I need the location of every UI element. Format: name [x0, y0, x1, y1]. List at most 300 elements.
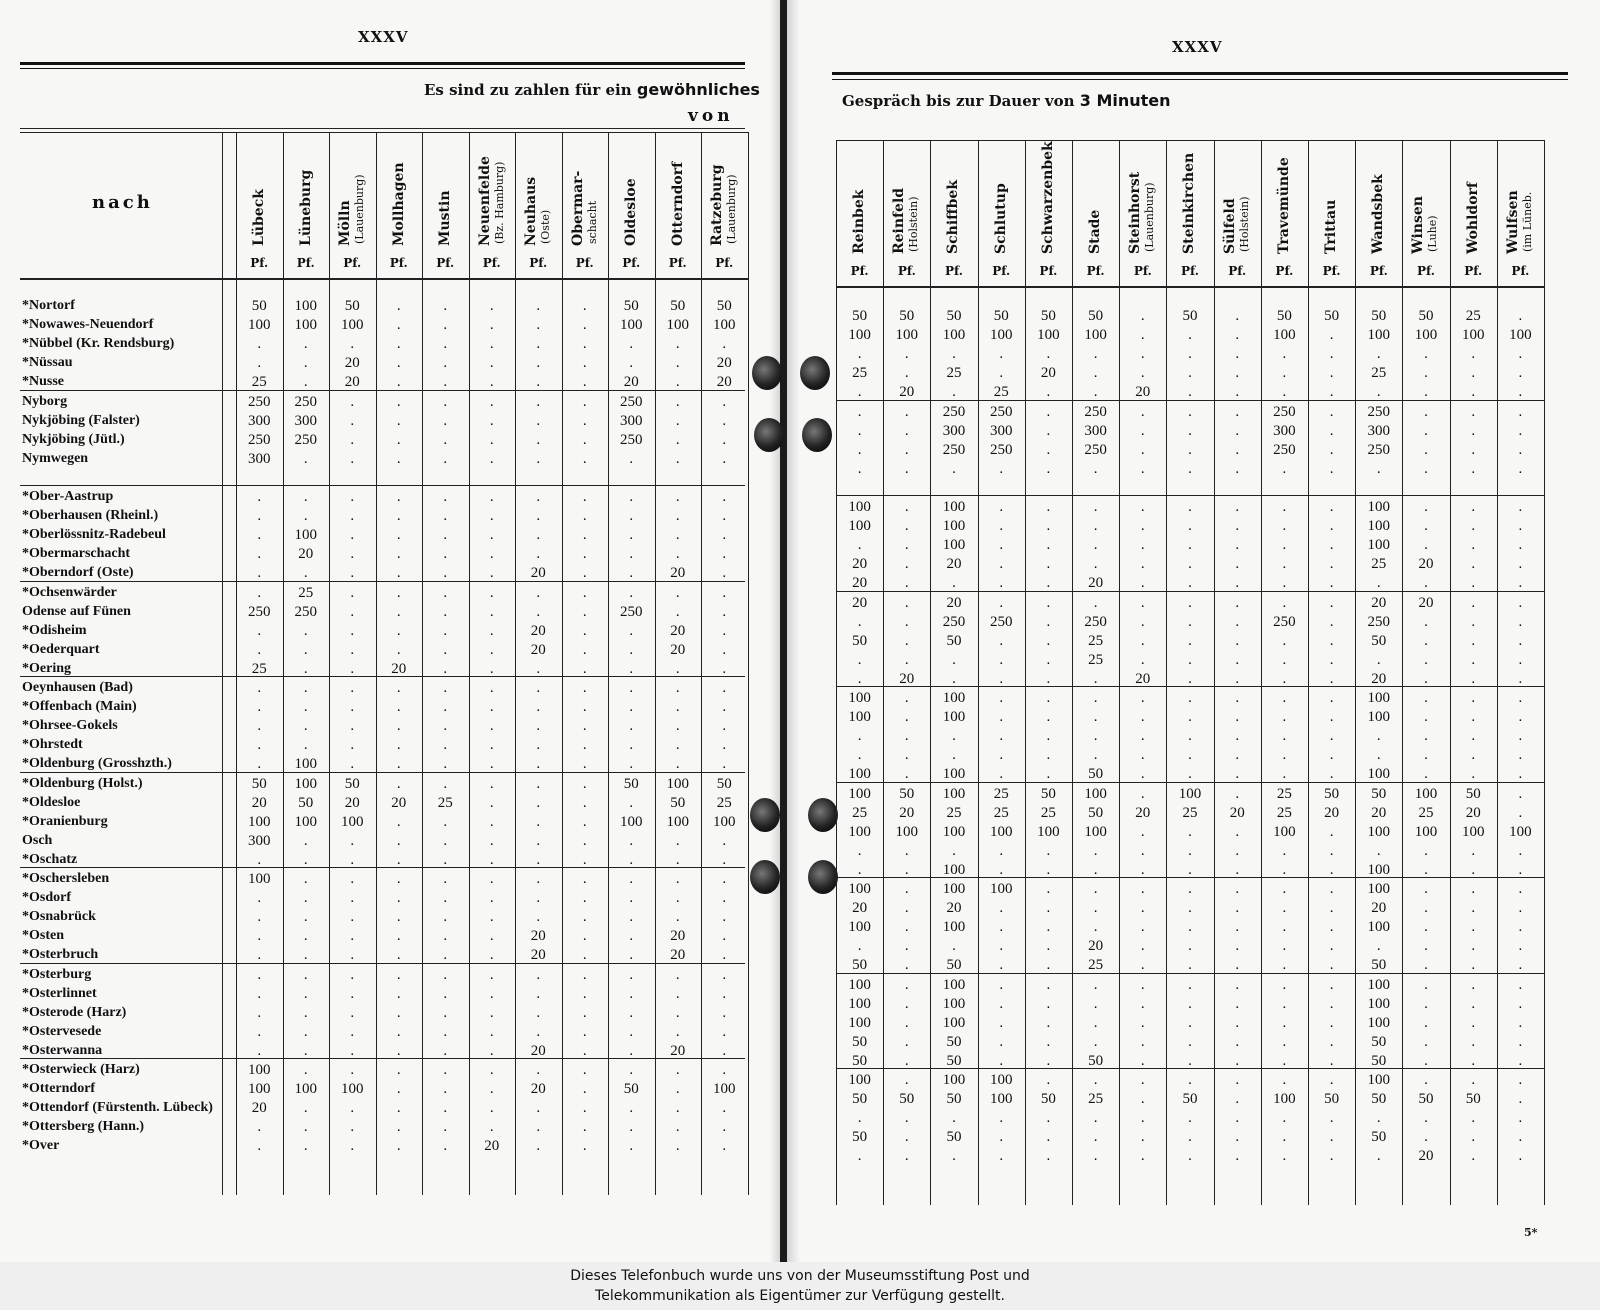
- rate-value: 100: [1367, 919, 1391, 936]
- rate-value: .: [396, 1042, 401, 1059]
- rate-value: 25: [946, 365, 962, 382]
- rate-value: .: [350, 1042, 355, 1059]
- rate-value: .: [1282, 518, 1287, 535]
- column-header-name: Schlutup: [992, 183, 1009, 254]
- rate-value: .: [1518, 308, 1523, 324]
- rate-value: .: [904, 632, 909, 649]
- rate-value: .: [1046, 1148, 1051, 1165]
- column-header-sub: (Lauenburg): [353, 174, 366, 244]
- rate-value: .: [536, 412, 541, 429]
- rate-value: .: [1329, 728, 1334, 745]
- rate-value: .: [1424, 881, 1428, 897]
- rate-value: .: [489, 431, 494, 448]
- rate-value: 100: [713, 1081, 736, 1098]
- rate-value: .: [396, 1004, 401, 1021]
- rate-value: 100: [1367, 518, 1391, 535]
- rate-value: .: [1046, 632, 1051, 649]
- rate-value: .: [1329, 900, 1334, 917]
- rate-value: .: [999, 995, 1004, 1012]
- rate-value: .: [629, 851, 634, 868]
- rate-value: .: [257, 565, 262, 582]
- rate-value: .: [350, 756, 355, 773]
- rate-value: .: [396, 775, 401, 792]
- rate-value: .: [582, 508, 587, 525]
- rate-value: 100: [942, 1072, 966, 1088]
- rate-value: .: [1518, 499, 1523, 515]
- rate-value: 20: [899, 804, 915, 821]
- column-header-sub: (Holstein): [1237, 196, 1251, 252]
- rate-value: .: [722, 871, 727, 887]
- rate-value: 20: [1040, 365, 1056, 382]
- left-header-line2: von: [688, 106, 734, 126]
- rate-value: 250: [620, 431, 643, 448]
- rate-value: 20: [670, 565, 686, 582]
- rate-value: .: [489, 527, 494, 544]
- rate-value: .: [1471, 365, 1476, 382]
- rate-value: 50: [1324, 1091, 1340, 1108]
- rate-value: .: [536, 450, 541, 467]
- rate-value: 20: [670, 622, 686, 639]
- rate-value: .: [1282, 900, 1287, 917]
- rate-value: .: [1188, 422, 1192, 439]
- rate-value: .: [904, 1129, 909, 1146]
- rate-value: .: [1518, 670, 1523, 687]
- rate-value: .: [857, 403, 862, 420]
- rate-value: .: [1140, 728, 1145, 745]
- rate-value: .: [1235, 747, 1240, 764]
- rate-value: 50: [1088, 804, 1104, 821]
- table-top-rule: [20, 128, 745, 129]
- rate-value: .: [1093, 1072, 1098, 1088]
- place-name: *Ochsenwärder: [22, 584, 117, 600]
- rate-value: 50: [670, 794, 686, 811]
- column-header-l-4: [437, 190, 453, 246]
- rate-value: .: [257, 699, 262, 716]
- rate-value: .: [443, 1081, 448, 1098]
- rate-value: .: [1235, 403, 1240, 420]
- rate-value: .: [1424, 1110, 1428, 1127]
- rate-value: .: [257, 756, 262, 773]
- rate-value: .: [999, 900, 1004, 917]
- rate-value: 20: [344, 794, 360, 811]
- column-header-l-9: [670, 162, 686, 246]
- rate-value: .: [1282, 1033, 1287, 1050]
- rate-value: .: [722, 450, 727, 467]
- unit-label: Pf.: [850, 264, 869, 278]
- unit-label: Pf.: [897, 264, 916, 278]
- rate-value: .: [999, 709, 1004, 726]
- rate-value: 100: [1414, 823, 1438, 840]
- rate-value: .: [952, 747, 956, 764]
- rate-value: .: [1140, 1052, 1145, 1069]
- rate-value: 50: [344, 775, 360, 792]
- rate-value: .: [582, 393, 587, 410]
- rate-value: .: [443, 622, 448, 639]
- rate-value: 100: [1178, 785, 1202, 802]
- rate-value: .: [350, 622, 355, 639]
- rate-value: 100: [895, 823, 919, 840]
- rate-value: .: [396, 450, 401, 467]
- rate-value: .: [904, 919, 909, 936]
- rate-value: .: [1188, 1110, 1192, 1127]
- rate-value: .: [1235, 1129, 1240, 1146]
- rate-value: .: [489, 1062, 494, 1078]
- rate-value: .: [675, 966, 680, 983]
- rate-value: .: [1140, 346, 1145, 363]
- header-rule: [20, 62, 745, 65]
- rate-value: .: [536, 680, 541, 696]
- rate-value: 20: [670, 1042, 686, 1059]
- rate-value: .: [396, 756, 401, 773]
- rate-value: .: [675, 584, 680, 601]
- rate-value: .: [999, 690, 1004, 706]
- rate-value: 100: [294, 756, 317, 773]
- rate-value: .: [675, 1119, 680, 1136]
- rate-value: .: [396, 966, 401, 983]
- rate-value: .: [1282, 1052, 1287, 1069]
- rate-value: .: [1140, 518, 1145, 535]
- rate-value: .: [1424, 728, 1428, 745]
- rate-value: .: [443, 1023, 448, 1040]
- rate-value: .: [582, 298, 587, 314]
- column-header-r-12: [1410, 196, 1439, 254]
- rate-value: .: [350, 985, 355, 1002]
- rate-value: .: [1518, 995, 1523, 1012]
- rate-value: .: [1329, 842, 1334, 859]
- rate-value: .: [999, 460, 1004, 477]
- rate-value: .: [1188, 556, 1192, 573]
- rate-value: .: [675, 1004, 680, 1021]
- rate-value: .: [303, 622, 308, 639]
- rate-value: 100: [248, 813, 271, 830]
- unit-label: Pf.: [436, 256, 455, 270]
- rate-value: .: [489, 832, 494, 849]
- punch-hole: [800, 356, 830, 390]
- rate-value: .: [1518, 919, 1523, 936]
- rate-value: .: [1140, 422, 1145, 439]
- rate-value: .: [904, 1110, 909, 1127]
- rate-value: 50: [1040, 1091, 1056, 1108]
- rate-value: 50: [852, 632, 868, 649]
- rate-value: 300: [989, 422, 1013, 439]
- column-header-sub: (im Lüneb.: [1520, 191, 1534, 252]
- rate-value: .: [1471, 403, 1476, 420]
- rate-value: .: [396, 737, 401, 754]
- rate-value: .: [1235, 1091, 1240, 1108]
- rate-value: 100: [1461, 823, 1485, 840]
- rate-value: 250: [1273, 441, 1296, 458]
- rate-value: .: [1471, 1014, 1476, 1031]
- rate-value: 100: [848, 919, 871, 936]
- rate-value: .: [999, 537, 1004, 554]
- rate-value: 50: [1371, 1129, 1387, 1146]
- rate-value: 50: [716, 298, 732, 314]
- rate-value: .: [1235, 651, 1240, 668]
- rate-value: .: [1518, 842, 1523, 859]
- rate-value: .: [1424, 346, 1428, 363]
- column-header-l-3: [391, 162, 407, 246]
- column-header-name: Oldesloe: [623, 178, 639, 246]
- rate-value: .: [443, 355, 448, 372]
- rate-value: .: [1329, 613, 1334, 630]
- rate-value: .: [443, 336, 448, 353]
- rate-value: .: [1093, 556, 1098, 573]
- rate-value: .: [1329, 1014, 1334, 1031]
- column-header-name: Schwarzenbek: [1039, 141, 1056, 254]
- rate-value: .: [722, 718, 727, 735]
- rate-value: 50: [298, 794, 314, 811]
- rate-value: .: [1329, 1052, 1334, 1069]
- rate-value: 100: [294, 527, 317, 544]
- rate-value: .: [582, 622, 587, 639]
- place-name: Nykjöbing (Falster): [22, 412, 140, 428]
- rate-value: .: [857, 1148, 862, 1165]
- rate-value: .: [1282, 384, 1287, 401]
- rate-value: .: [1235, 441, 1240, 458]
- rate-value: 100: [989, 1091, 1013, 1108]
- rate-value: .: [582, 756, 587, 773]
- rate-value: .: [257, 527, 262, 544]
- rate-value: .: [1140, 747, 1145, 764]
- rate-value: .: [303, 737, 308, 754]
- column-header-r-6: [1127, 172, 1156, 254]
- rate-value: .: [350, 928, 355, 945]
- rate-value: .: [1140, 575, 1145, 592]
- rate-value: .: [1329, 346, 1334, 363]
- rate-value: .: [489, 794, 494, 811]
- rate-value: .: [675, 1138, 680, 1155]
- rate-value: .: [1424, 861, 1428, 878]
- rate-value: .: [1518, 594, 1523, 611]
- rate-value: .: [396, 1100, 401, 1117]
- rate-value: 20: [1418, 594, 1434, 611]
- rate-value: .: [1046, 460, 1051, 477]
- rate-value: .: [1518, 537, 1523, 554]
- rate-value: .: [904, 460, 909, 477]
- rate-value: .: [443, 412, 448, 429]
- rate-value: .: [722, 947, 727, 964]
- rate-value: .: [303, 1100, 308, 1117]
- rate-value: 20: [670, 947, 686, 964]
- rate-value: .: [536, 813, 541, 830]
- rate-value: .: [629, 737, 634, 754]
- column-header-r-10: [1323, 200, 1339, 254]
- rate-value: .: [904, 709, 909, 726]
- rate-value: .: [489, 928, 494, 945]
- rate-value: .: [257, 508, 262, 525]
- rate-value: .: [1046, 537, 1051, 554]
- rate-value: .: [1188, 919, 1192, 936]
- rate-value: .: [904, 728, 909, 745]
- rate-value: .: [582, 909, 587, 926]
- rate-value: .: [1329, 861, 1334, 878]
- rate-value: .: [1329, 460, 1334, 477]
- place-name: *Nüssau: [22, 355, 73, 371]
- place-name: *Ottersberg (Hann.): [22, 1119, 145, 1135]
- rate-value: 100: [942, 785, 966, 802]
- rate-value: 50: [1088, 1052, 1104, 1069]
- rate-value: .: [396, 565, 401, 582]
- unit-label: Pf.: [668, 256, 687, 270]
- unit-label: Pf.: [1464, 264, 1483, 278]
- rate-value: .: [1329, 1110, 1334, 1127]
- rate-value: .: [1518, 1052, 1523, 1069]
- punch-hole: [750, 798, 780, 832]
- rate-value: .: [303, 565, 308, 582]
- rate-value: .: [999, 1129, 1004, 1146]
- rate-value: .: [350, 489, 355, 505]
- rate-value: 100: [713, 813, 736, 830]
- column-header-r-5: [1087, 210, 1103, 254]
- place-name: *Osterlinnet: [22, 985, 97, 1001]
- rate-value: .: [1282, 1148, 1287, 1165]
- rate-value: 25: [251, 374, 267, 391]
- rate-value: .: [257, 1138, 262, 1155]
- place-name: *Oldesloe: [22, 794, 81, 810]
- rate-value: 50: [1371, 632, 1387, 649]
- rate-value: 50: [623, 775, 639, 792]
- rate-value: 50: [1371, 785, 1387, 802]
- rate-value: .: [303, 336, 308, 353]
- rate-value: .: [1046, 613, 1051, 630]
- column-divider: [748, 132, 749, 1195]
- rate-value: .: [1329, 1033, 1334, 1050]
- rate-value: 250: [1273, 403, 1296, 420]
- header-rule: [832, 72, 1568, 75]
- rate-value: .: [1093, 709, 1098, 726]
- rate-value: 25: [251, 660, 267, 677]
- rate-value: .: [303, 374, 308, 391]
- rate-value: 100: [248, 1081, 271, 1098]
- rate-value: 100: [248, 317, 271, 334]
- rate-value: .: [1046, 995, 1051, 1012]
- rate-value: .: [1046, 900, 1051, 917]
- rate-value: .: [904, 1052, 909, 1069]
- rate-value: .: [582, 1004, 587, 1021]
- column-header-sub: (Bz. Hamburg): [492, 161, 506, 244]
- rate-value: .: [629, 1004, 634, 1021]
- rate-value: .: [1282, 346, 1287, 363]
- rate-value: .: [1046, 842, 1051, 859]
- rate-value: .: [257, 1119, 262, 1136]
- rate-value: .: [1046, 919, 1051, 936]
- rate-value: 250: [1367, 613, 1391, 630]
- rate-value: .: [1188, 384, 1192, 401]
- column-header-r-4: [1040, 141, 1056, 254]
- rate-value: .: [303, 718, 308, 735]
- rate-value: .: [489, 947, 494, 964]
- rate-value: .: [722, 412, 727, 429]
- rate-value: .: [1424, 537, 1428, 554]
- rate-value: .: [1188, 365, 1192, 382]
- rate-value: .: [350, 450, 355, 467]
- rate-value: 25: [1088, 1091, 1104, 1108]
- rate-value: .: [1093, 1014, 1098, 1031]
- rate-value: 100: [942, 976, 966, 993]
- rate-value: .: [489, 336, 494, 353]
- rate-value: 20: [251, 794, 267, 811]
- rate-value: 50: [1465, 1091, 1481, 1108]
- rate-value: 25: [1371, 365, 1387, 382]
- rate-value: .: [1518, 881, 1523, 897]
- rate-value: 25: [716, 794, 732, 811]
- rate-value: .: [536, 298, 541, 314]
- rate-value: .: [1093, 995, 1098, 1012]
- rate-value: .: [396, 928, 401, 945]
- rate-value: .: [857, 842, 862, 859]
- rate-value: .: [675, 393, 680, 410]
- rate-value: .: [443, 603, 448, 620]
- rate-value: .: [489, 603, 494, 620]
- rate-value: .: [303, 641, 308, 658]
- rate-value: .: [396, 355, 401, 372]
- rate-value: .: [257, 947, 262, 964]
- rate-value: .: [1093, 365, 1098, 382]
- rate-value: .: [396, 985, 401, 1002]
- rate-value: 100: [1367, 823, 1391, 840]
- rate-value: .: [443, 1138, 448, 1155]
- rate-value: .: [536, 355, 541, 372]
- rate-value: .: [1282, 1014, 1287, 1031]
- rate-value: .: [536, 393, 541, 410]
- rate-value: .: [1140, 460, 1145, 477]
- rate-value: .: [1282, 651, 1287, 668]
- place-name: *Nortorf: [22, 298, 75, 313]
- rate-value: 50: [1371, 1052, 1387, 1069]
- rate-value: .: [999, 1014, 1004, 1031]
- rate-value: .: [629, 355, 634, 372]
- rate-value: .: [489, 871, 494, 887]
- rate-value: .: [857, 670, 862, 687]
- rate-value: .: [1471, 919, 1476, 936]
- place-name: Nykjöbing (Jütl.): [22, 431, 125, 447]
- rate-value: .: [722, 393, 727, 410]
- rate-value: .: [489, 909, 494, 926]
- rate-value: .: [257, 1004, 262, 1021]
- rate-value: .: [303, 985, 308, 1002]
- rate-value: 250: [989, 441, 1013, 458]
- place-name: *Nowawes-Neuendorf: [22, 317, 154, 333]
- rate-value: .: [1471, 441, 1476, 458]
- rate-value: .: [904, 1148, 909, 1165]
- rate-value: .: [857, 747, 862, 764]
- rate-value: 25: [946, 804, 962, 821]
- rate-value: .: [1140, 861, 1145, 878]
- rate-value: 100: [942, 327, 966, 344]
- punch-hole: [802, 418, 832, 452]
- column-header-name: Winsen: [1410, 196, 1427, 254]
- rate-value: .: [1282, 556, 1287, 573]
- rate-value: 100: [942, 823, 966, 840]
- rate-value: 100: [942, 919, 966, 936]
- rate-value: .: [999, 632, 1004, 649]
- rate-value: 25: [1418, 804, 1434, 821]
- rate-value: 100: [248, 1062, 271, 1078]
- rate-value: .: [396, 374, 401, 391]
- rate-value: .: [1235, 327, 1240, 344]
- rate-value: .: [489, 1100, 494, 1117]
- rate-value: 20: [946, 900, 962, 917]
- rate-value: .: [952, 575, 956, 592]
- rate-value: .: [536, 336, 541, 353]
- rate-value: .: [1140, 919, 1145, 936]
- rate-value: .: [396, 603, 401, 620]
- rate-value: .: [629, 1023, 634, 1040]
- rate-value: .: [1188, 594, 1192, 611]
- rate-value: .: [857, 537, 862, 554]
- rate-value: .: [396, 336, 401, 353]
- rate-value: .: [629, 336, 634, 353]
